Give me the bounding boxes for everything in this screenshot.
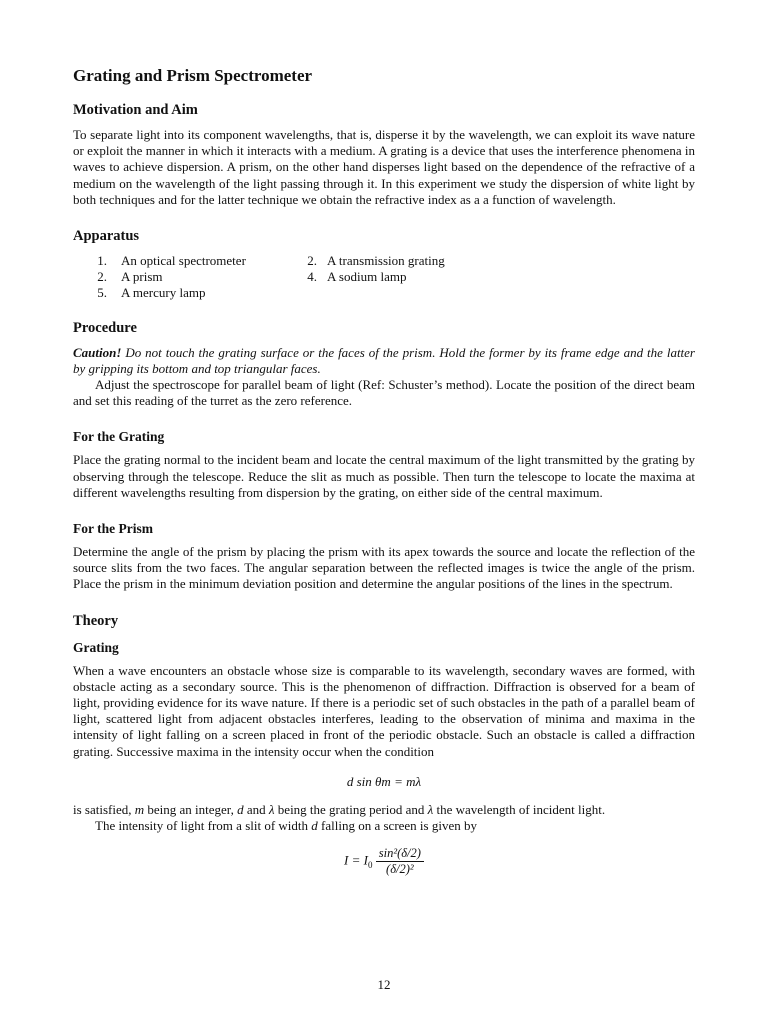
intensity-text-part: The intensity of light from a slit of width [95,818,312,834]
explanation-text: the wavelength of incident light. [433,801,606,817]
motivation-text: To separate light into its component wavelengths, that is, disperse it by the wavelength, we can exploit its wave nature or exploit the manner in which it interacts with a medium. A grating is a device that uses the interference phenomena in waves to achieve dispersion. A prism, on the other hand disperses light based on the dependence of the refractive of a medium on the wavelength of the light passing through it. In this experiment we study the dispersion of white light by both techniques and for the latter technique we obtain the refractive index as a a function of wavelength. [73,127,695,207]
page-title: Grating and Prism Spectrometer [73,66,313,85]
apparatus-item-text: A mercury lamp [121,285,206,301]
intensity-text-part: falling on a screen is given by [317,818,477,834]
apparatus-item [283,269,583,285]
symbol-d: d [237,801,244,817]
intensity-text [73,818,695,834]
symbol-d: d [311,818,318,834]
apparatus-item-number: 2. [307,253,317,269]
for-grating-text: Place the grating normal to the incident beam and locate the central maximum of the light transmitted by the grating by observing through the telescope. Reduce the slit as much as possible. Then turn the telescope to locate the maxima at different wavelengths resulting from dispersion by the grating, on either side of the central maximum. [73,452,695,500]
intensity-equation [73,846,695,877]
apparatus-item [73,253,283,269]
explanation-text: being an integer, [144,801,238,817]
intensity-denominator: (δ/2)² [386,862,414,877]
apparatus-item-text: A transmission grating [327,253,445,269]
grating-equation-explanation [73,802,695,818]
procedure-text: Adjust the spectroscope for parallel beam of light (Ref: Schuster’s method). Locate the position of the direct beam and set this reading of the turret as the zero reference. [73,377,695,409]
apparatus-item-text: A sodium lamp [327,269,407,285]
theory-grating-heading: Grating [73,639,119,655]
for-prism-text: Determine the angle of the prism by placing the prism with its apex towards the source and locate the reflection of the source slits from the two faces. The angular separation between the reflected images is twice the angle of the prism. Place the prism in the minimum deviation position and determine the angular positions of the lines in the spectrum. [73,544,695,592]
apparatus-item [283,253,583,269]
apparatus-item-number: 4. [307,269,317,285]
explanation-text: being the grating period and [274,801,428,817]
page-number: 12 [377,977,391,992]
apparatus-item [73,285,283,301]
apparatus-item-number: 2. [97,269,107,285]
for-grating-heading: For the Grating [73,429,165,445]
explanation-text: is satisfied, [73,801,135,817]
grating-equation: d sin θm = mλ [346,773,422,789]
apparatus-heading: Apparatus [73,228,140,245]
apparatus-item-text: An optical spectrometer [121,253,246,269]
caution-label: Caution! [73,344,122,360]
for-prism-heading: For the Prism [73,521,153,537]
intensity-numerator: sin²(δ/2) [376,846,424,862]
procedure-heading: Procedure [73,319,137,336]
caution-text: Do not touch the grating surface or the faces of the prism. Hold the former by its frame edge and the latter by gripping its bottom and top triangular faces. [73,344,695,376]
intensity-equation-lhs: I = I [344,852,368,868]
caution-paragraph [73,345,695,377]
apparatus-item-number: 1. [97,253,107,269]
symbol-lambda: λ [427,801,434,817]
theory-heading: Theory [73,612,119,629]
document-page [73,64,695,887]
apparatus-item [73,269,283,285]
apparatus-list [73,253,695,302]
intensity-equation-subscript: 0 [367,860,373,871]
apparatus-item-number: 5. [97,285,107,301]
symbol-m: m [134,801,145,817]
symbol-lambda: λ [268,801,275,817]
theory-grating-text: When a wave encounters an obstacle whose size is comparable to its wavelength, secondary waves are formed, with obstacle acting as a secondary source. This is the phenomenon of diffraction. Diffraction is observed for a beam of light, providing evidence for its wave nature. If there is a periodic set of such obstacles in the path of a parallel beam of light, scattered light from adjacent obstacles interferes, leading to the observation of minima and maxima in the intensity of light falling on a screen placed in front of the periodic obstacle. Such an obstacle is called a diffraction grating. Successive maxima in the intensity occur when the condition [73,662,695,759]
motivation-heading: Motivation and Aim [73,102,198,118]
intensity-fraction [376,846,424,877]
apparatus-item-text: A prism [121,269,163,285]
explanation-text: and [243,801,269,817]
